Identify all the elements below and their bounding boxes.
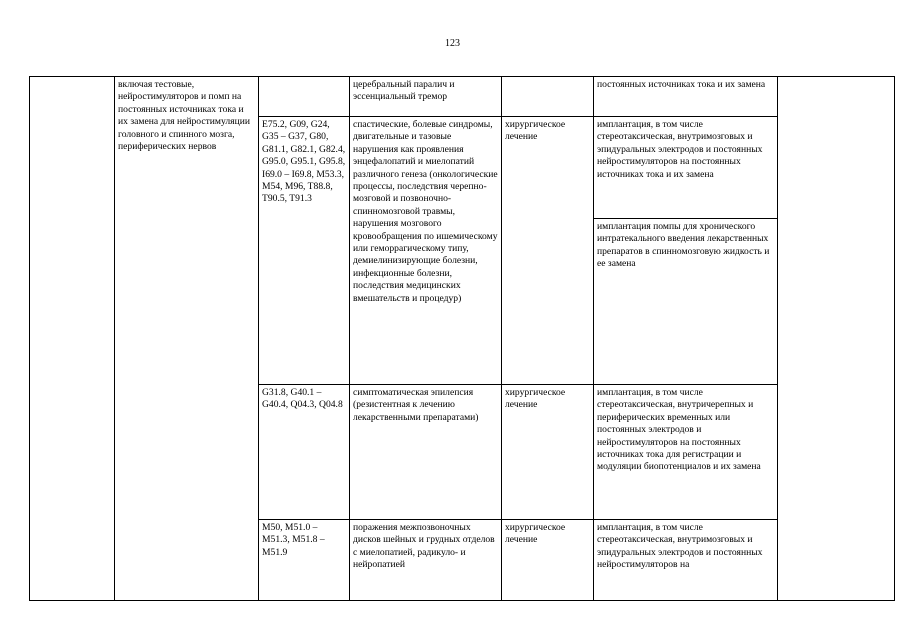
codes-cell: G31.8, G40.1 – G40.4, Q04.3, Q04.8 xyxy=(259,385,350,520)
treatment-type-cell: хирургическое лечение xyxy=(502,117,594,385)
treatment-method-cell: имплантация, в том числе стереотаксическая, внутримозговых и эпидуральных электродов и постоянных нейростимуляторов на постоянных источниках тока и их замена xyxy=(594,117,778,219)
diagnosis-cell: поражения межпозвоночных дисков шейных и грудных отделов с миелопатией, радикуло- и нейропатией xyxy=(350,520,502,601)
treatment-method-cell: имплантация помпы для хронического интратекального введения лекарственных препаратов в спинномозговую жидкость и ее замена xyxy=(594,219,778,385)
treatment-type-cell xyxy=(502,77,594,117)
norm-cell xyxy=(778,77,895,601)
method-group-cell: включая тестовые, нейростимуляторов и помп на постоянных источниках тока и их замена для нейростимуляции головного и спинного мозга, периферических нервов xyxy=(115,77,259,601)
codes-cell xyxy=(259,77,350,117)
treatment-method-cell: постоянных источниках тока и их замена xyxy=(594,77,778,117)
treatment-type-cell: хирургическое лечение xyxy=(502,520,594,601)
codes-cell: E75.2, G09, G24, G35 – G37, G80, G81.1, G82.1, G82.4, G95.0, G95.1, G95.8, I69.0 – I69.8, M53.3, M54, M96, T88.8, T90.5, T91.3 xyxy=(259,117,350,385)
treatment-type-cell: хирургическое лечение xyxy=(502,385,594,520)
diagnosis-cell: симптоматическая эпилепсия (резистентная к лечению лекарственными препаратами) xyxy=(350,385,502,520)
number-cell xyxy=(30,77,115,601)
diagnosis-cell: церебральный паралич и эссенциальный тремор xyxy=(350,77,502,117)
medical-care-table xyxy=(29,76,895,601)
diagnosis-cell: спастические, болевые синдромы, двигательные и тазовые нарушения как проявления энцефалопатий и миелопатий различного генеза (онкологические процессы, последствия черепно-мозговой и позвоночно-спинномозговой травмы, нарушения мозгового кровообращения по ишемическому или геморрагическому типу, демиелинизирующие болезни, инфекционные болезни, последствия медицинских вмешательств и процедур) xyxy=(350,117,502,385)
table-row-intro xyxy=(30,77,895,117)
codes-cell: M50, M51.0 – M51.3, M51.8 – M51.9 xyxy=(259,520,350,601)
treatment-method-cell: имплантация, в том числе стереотаксическая, внутримозговых и эпидуральных электродов и постоянных нейростимуляторов на xyxy=(594,520,778,601)
page-number: 123 xyxy=(445,38,460,49)
treatment-method-cell: имплантация, в том числе стереотаксическая, внутричерепных и периферических временных или постоянных электродов и нейростимуляторов на постоянных источниках тока для регистрации и модуляции биопотенциалов и их замена xyxy=(594,385,778,520)
